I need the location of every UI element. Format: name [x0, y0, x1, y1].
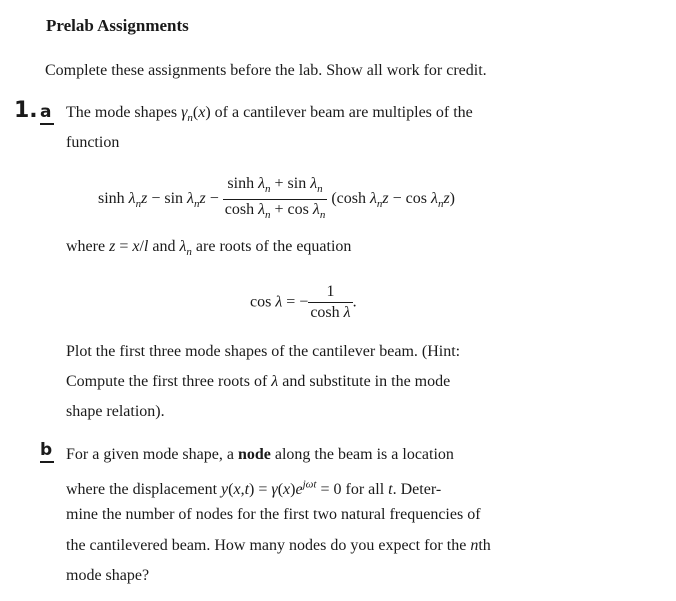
roots-equation: cos λ = − $\frac{1}{\text{cosh λ}}$ . — [250, 283, 357, 321]
problem-number: 1. — [14, 98, 38, 123]
mode-shape-equation: $\sinh \lambda_nz - \sin \lambda_nz$ − $\frac{\sinh \lambda_n + \sin \lambda_n}{\cosh \lambda_n + \cos \lambda_n}$ (cosh $\lambda_nz - \cos \lambda_nz$) — [98, 174, 455, 225]
part-a-marker-underline — [40, 123, 54, 125]
part-b-marker: b — [40, 440, 53, 460]
part-b-line4: the cantilevered beam. How many nodes do you expect for the nth — [66, 537, 491, 554]
part-a-line2: function — [66, 134, 120, 151]
part-b-line2: where the displacement $y(x,t) = \gamma(x)e^{j\omega t} = 0$ for all t. Deter- — [66, 479, 442, 499]
part-a-line1: The mode shapes $\gamma_n(x)$ of a cantilever beam are multiples of the — [66, 104, 473, 125]
part-b-line3: mine the number of nodes for the first two natural frequencies of — [66, 506, 481, 523]
plot-line2: Compute the first three roots of λ and substitute in the mode — [66, 373, 451, 390]
plot-line3: shape relation). — [66, 403, 165, 420]
part-b-line5: mode shape? — [66, 567, 150, 584]
intro-text: Complete these assignments before the lab. Show all work for credit. — [45, 62, 487, 79]
page-heading: Prelab Assignments — [46, 16, 189, 35]
part-a-marker: a — [40, 102, 52, 122]
part-b-marker-underline — [40, 461, 54, 463]
part-b-line1: For a given mode shape, a node along the beam is a location — [66, 446, 454, 463]
mode-shape-fraction: $\frac{\sinh \lambda_n + \sin \lambda_n}{\cosh \lambda_n + \cos \lambda_n}$ — [224, 175, 326, 222]
roots-fraction: $\frac{1}{\text{cosh λ}}$ — [310, 283, 351, 321]
plot-line1: Plot the first three mode shapes of the cantilever beam. (Hint: — [66, 343, 461, 360]
where-line: where z = x/l and $\lambda_n$ are roots of the equation — [66, 238, 352, 259]
